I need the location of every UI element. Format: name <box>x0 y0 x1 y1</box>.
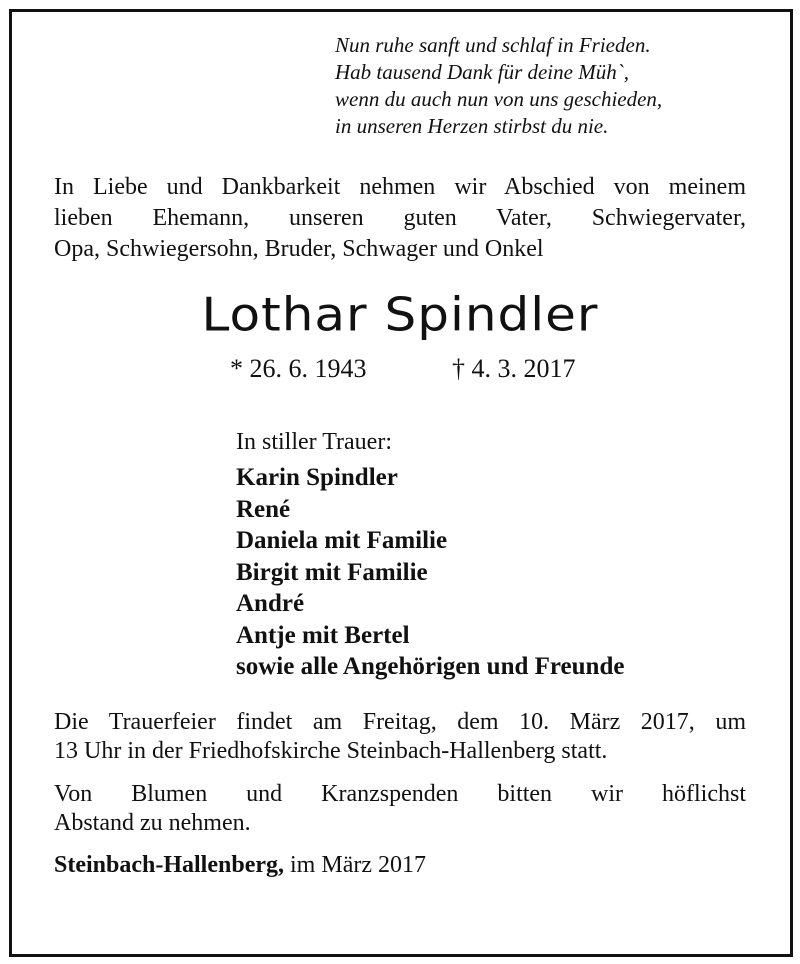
poem-line: Nun ruhe sanft und schlaf in Frieden. <box>335 33 651 57</box>
funeral-service-notice <box>54 708 746 766</box>
mourner-name: sowie alle Angehörigen und Freunde <box>236 653 625 680</box>
mourner-name: André <box>236 590 305 617</box>
intro-line: lieben Ehemann, unseren guten Vater, Schwiegervater, <box>54 205 746 231</box>
place-and-date <box>54 850 426 880</box>
intro-line: In Liebe und Dankbarkeit nehmen wir Abschied von meinem <box>54 174 746 200</box>
flowers-line: Von Blumen und Kranzspenden bitten wir höflichst <box>54 781 746 807</box>
poem-line: in unseren Herzen stirbst du nie. <box>335 114 609 138</box>
poem-line: Hab tausend Dank für deine Müh`, <box>335 60 629 84</box>
mourner-name: Karin Spindler <box>236 464 398 491</box>
mourners-heading: In stiller Trauer: <box>236 429 392 455</box>
birth-date: * 26. 6. 1943 <box>230 354 367 383</box>
service-line: 13 Uhr in der Friedhofskirche Steinbach-Hallenberg statt. <box>54 738 608 764</box>
service-line: Die Trauerfeier findet am Freitag, dem 10. März 2017, um <box>54 709 746 735</box>
death-date: † 4. 3. 2017 <box>452 354 576 383</box>
closing-date: im März 2017 <box>290 852 426 878</box>
mourners-list <box>236 426 756 683</box>
mourner-name: René <box>236 495 291 523</box>
mourner-name: Birgit mit Familie <box>236 558 428 586</box>
intro-line: Opa, Schwiegersohn, Bruder, Schwager und Onkel <box>54 236 544 262</box>
mourner-name: Antje mit Bertel <box>236 621 410 649</box>
deceased-name: Lothar Spindler <box>201 288 599 342</box>
flowers-notice <box>54 780 746 838</box>
flowers-line: Abstand zu nehmen. <box>54 810 251 836</box>
mourner-name: Daniela mit Familie <box>236 527 448 554</box>
farewell-paragraph <box>54 172 746 265</box>
closing-place: Steinbach-Hallenberg, <box>54 852 285 878</box>
memorial-poem <box>335 32 775 140</box>
poem-line: wenn du auch nun von uns geschieden, <box>335 87 663 111</box>
